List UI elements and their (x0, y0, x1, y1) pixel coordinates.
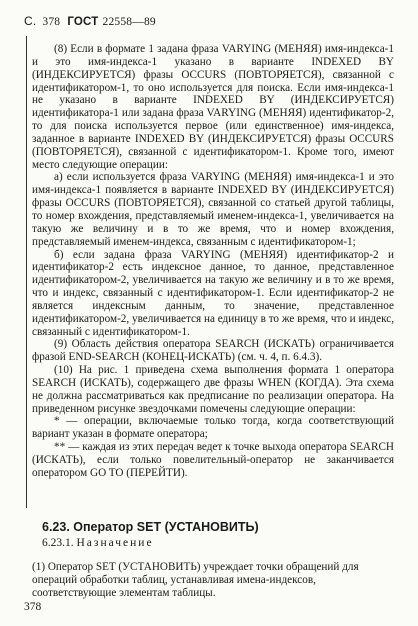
header-standard-number: 22558—89 (102, 16, 156, 28)
paragraph-8b: б) если задана фраза VARYING (МЕНЯЯ) идентификатор-2 и идентификатор-2 есть индексное данное, то данное, представленное идентификатором-2, увеличивается на такую же величину и в то же время, что и индекс, связанный с идентификатором-1. Если идентификатор-2 не является индексным данным, то значение, представленное идентификатором-2, увеличивается на единицу в то же время, что и индекс, связанный с идентификатором-1. (32, 248, 394, 338)
set-paragraph-1: (1) Оператор SET (УСТАНОВИТЬ) учреждает точки обращений для операций обработки таблиц, устанавливая имена-индексов, соответствующие элементам таблицы. (32, 561, 359, 599)
subsection-number: 6.23.1. (42, 537, 74, 549)
section-body (32, 550, 394, 611)
footnote-double-star: ** — каждая из этих передач ведет к точке выхода оператора SEARCH (ИСКАТЬ), если только повелительный-оператор не заканчивается оператором GO TO (ПЕРЕЙТИ). (32, 441, 394, 479)
paragraph-9: (9) Область действия оператора SEARCH (ИСКАТЬ) ограничивается фразой END-SEARCH (КОНЕЦ-ИСКАТЬ) (см. ч. 4, п. 6.4.3). (32, 338, 394, 364)
paragraph-10: (10) На рис. 1 приведена схема выполнения формата 1 оператора SEARCH (ИСКАТЬ), содержащего две фразы WHEN (КОГДА). Эта схема не должна рассматриваться как предписание по реализации оператора. На приведенном рисунке звездочками помечены следующие операции: (32, 364, 394, 415)
paragraph-8a: а) если используется фраза VARYING (МЕНЯЯ) имя-индекса-1 и это имя-индекса-1 появляется в варианте INDEXED BY (ИНДЕКСИРУЕТСЯ) фразы OCCURS (ПОВТОРЯЕТСЯ), связанной со статьей другой таблицы, то номер вхождения, представляемый именем-индекса-1, увеличивается на такую же величину и в то же время, что и номер вхождения, представляемый именем-индекса, связанным с идентификатором-1; (32, 171, 394, 248)
page-header (24, 14, 156, 28)
header-mark: С. (24, 14, 37, 28)
header-page-number: 378 (42, 16, 61, 28)
subsection-heading (42, 537, 154, 549)
main-text-column (32, 43, 394, 480)
paragraph-8: (8) Если в формате 1 задана фраза VARYING (МЕНЯЯ) имя-индекса-1 и это имя-индекса-1 указано в варианте INDEXED BY (ИНДЕКСИРУЕТСЯ) фразы OCCURS (ПОВТОРЯЕТСЯ), связанной с идентификатором-1, то оно используется для поиска. Если имя-индекса-1 не указано в варианте INDEXED BY (ИНДЕКСИРУЕТСЯ) идентификатора-1 или задана фраза VARYING (МЕНЯЯ) идентификатор-2, то для поиска используется первое (или единственное) имя-индекса, заданное в варианте INDEXED BY (ИНДЕКСИРУЕТСЯ) фразы OCCURS (ПОВТОРЯЕТСЯ), связанной с идентификатором-1. Кроме того, имеют место следующие операции: (32, 43, 394, 171)
header-standard: ГОСТ (67, 16, 99, 28)
subsection-title: Назначение (76, 537, 154, 549)
margin-rule (26, 36, 27, 508)
page-number: 378 (24, 601, 42, 613)
footnote-single-star: * — операции, включаемые только тогда, когда соответствующий вариант указан в формате оператора; (32, 415, 394, 441)
section-title: 6.23. Оператор SET (УСТАНОВИТЬ) (42, 520, 259, 534)
